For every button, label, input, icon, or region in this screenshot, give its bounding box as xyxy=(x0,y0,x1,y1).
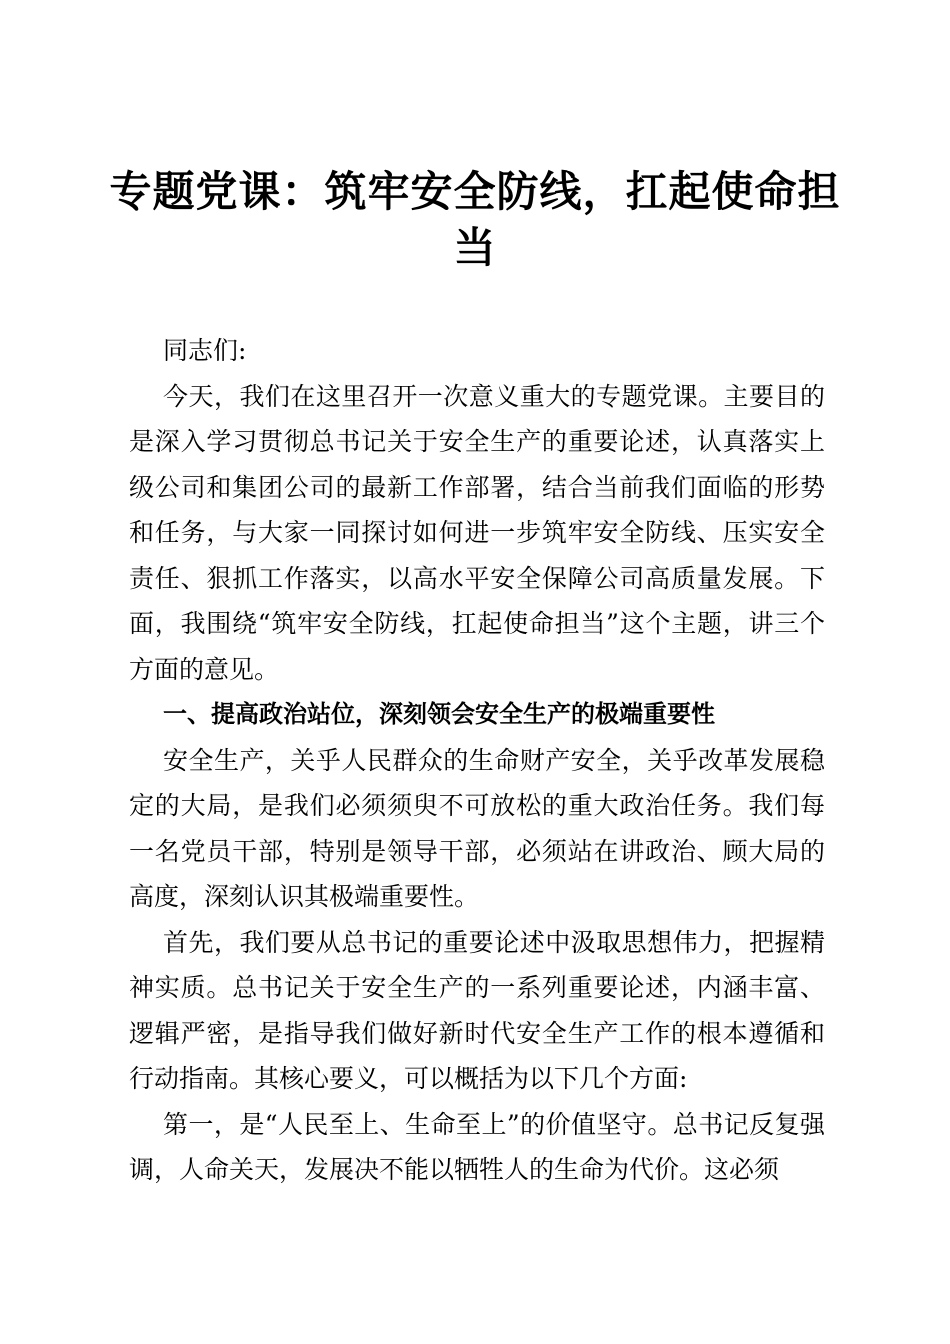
section-paragraph: 安全生产，关乎人民群众的生命财产安全，关乎改革发展稳定的大局，是我们必须须臾不可放松的重大政治任务。我们每一名党员干部，特别是领导干部，必须站在讲政治、顾大局的高度，深刻认识其极端重要性。 xyxy=(129,745,825,911)
document-body xyxy=(129,328,825,1193)
salutation: 同志们: xyxy=(163,336,247,365)
section-paragraph: 首先，我们要从总书记的重要论述中汲取思想伟力，把握精神实质。总书记关于安全生产的一系列重要论述，内涵丰富、逻辑严密，是指导我们做好新时代安全生产工作的根本遵循和行动指南。其核心要义，可以概括为以下几个方面: xyxy=(129,927,825,1093)
section-paragraph: 第一，是“人民至上、生命至上”的价值坚守。总书记反复强调，人命关天，发展决不能以牺牲人的生命为代价。这必须 xyxy=(129,1109,825,1184)
document-title: 专题党课：筑牢安全防线，扛起使命担当 xyxy=(109,167,841,272)
intro-paragraph: 今天，我们在这里召开一次意义重大的专题党课。主要目的是深入学习贯彻总书记关于安全生产的重要论述，认真落实上级公司和集团公司的最新工作部署，结合当前我们面临的形势和任务，与大家一同探讨如何进一步筑牢安全防线、压实安全责任、狠抓工作落实，以高水平安全保障公司高质量发展。下面，我围绕“筑牢安全防线，扛起使命担当”这个主题，讲三个方面的意见。 xyxy=(129,381,825,684)
section-heading: 一、提高政治站位，深刻领会安全生产的极端重要性 xyxy=(163,700,715,728)
